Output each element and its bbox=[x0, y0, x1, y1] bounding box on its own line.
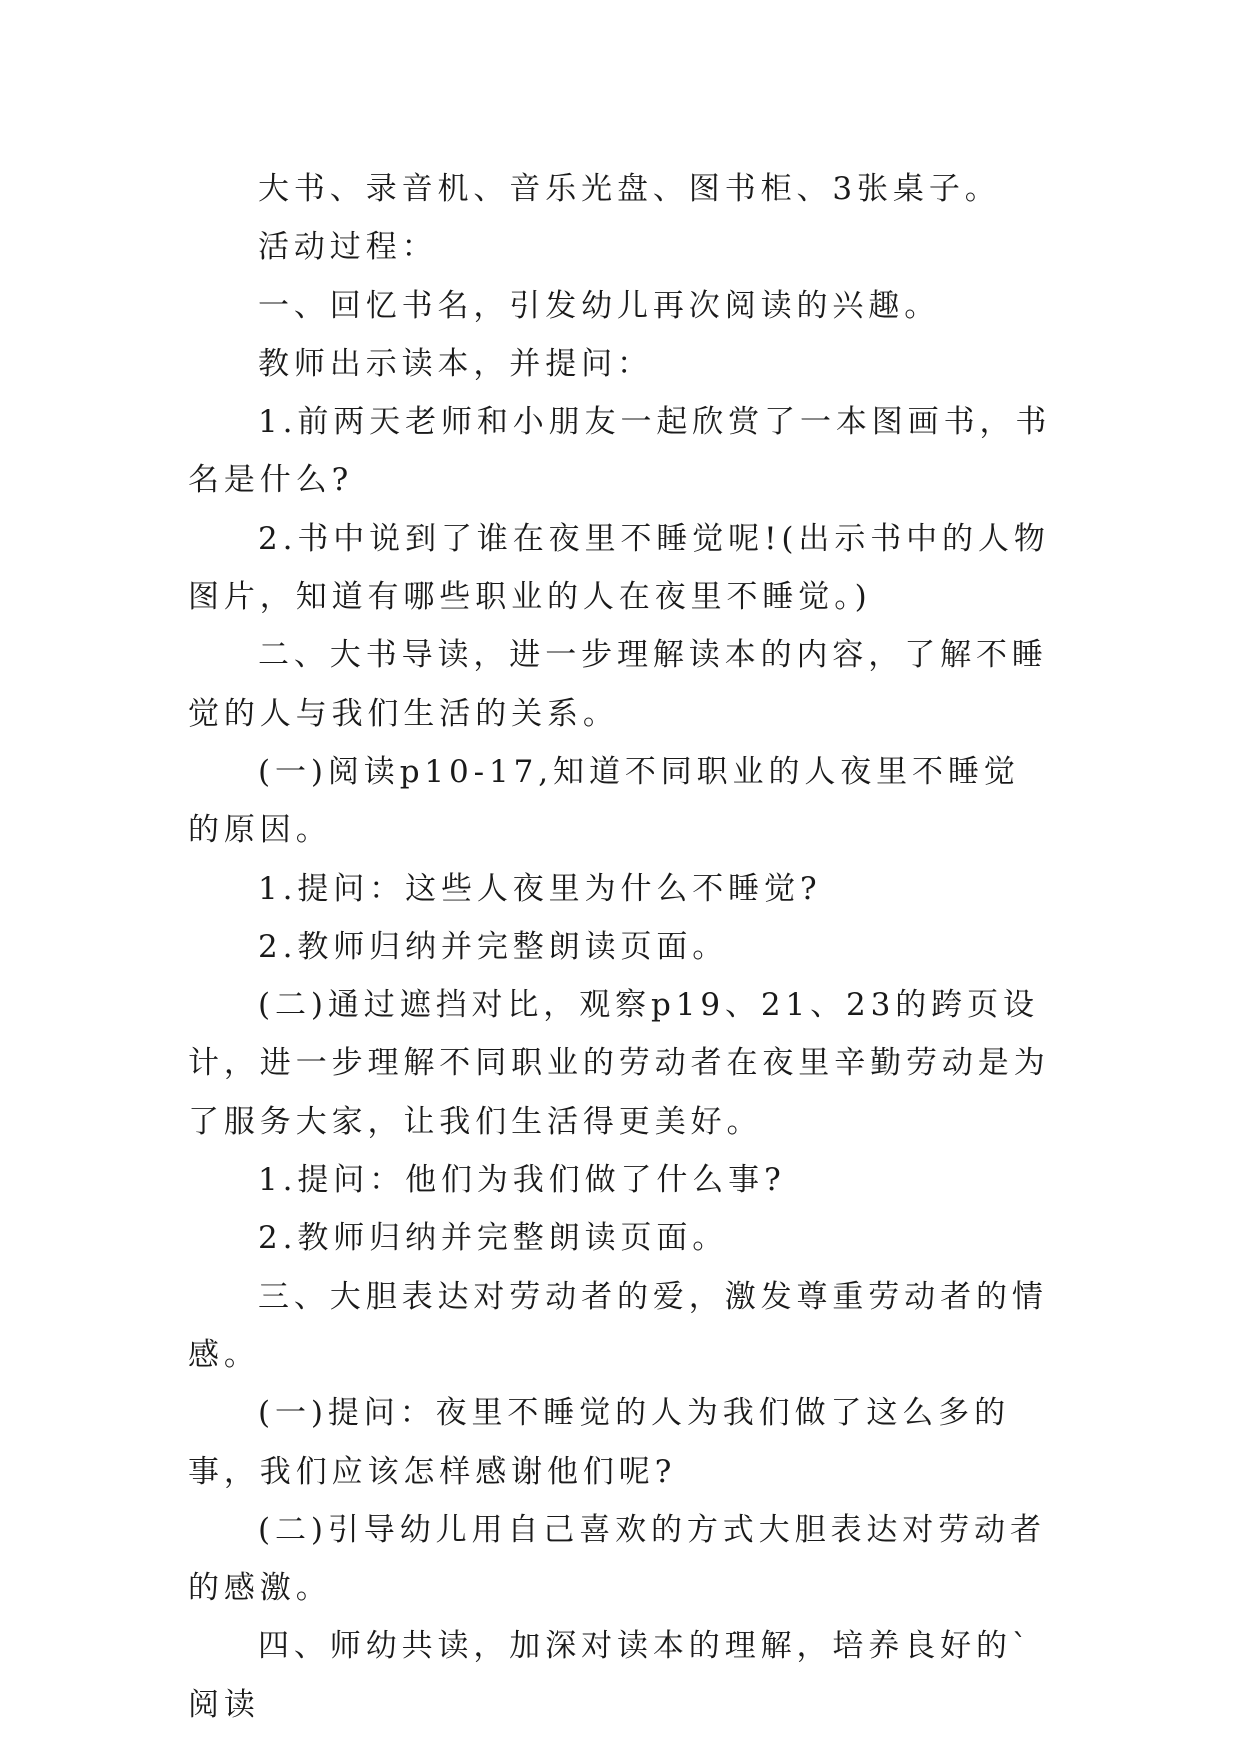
section-heading: 一、回忆书名，引发幼儿再次阅读的兴趣。 bbox=[258, 287, 941, 324]
document-body bbox=[188, 160, 1054, 1734]
list-item: 1.提问：这些人夜里为什么不睡觉? bbox=[258, 870, 822, 907]
paragraph: 活动过程： bbox=[258, 229, 438, 266]
subsection-heading: (一)提问：夜里不睡觉的人为我们做了这么多的事，我们应该怎样感谢他们呢? bbox=[188, 1395, 1010, 1490]
section-heading: 四、师幼共读，加深对读本的理解，培养良好的`阅读 bbox=[188, 1628, 1033, 1723]
subsection-heading: (二)通过遮挡对比，观察p19、21、23的跨页设计，进一步理解不同职业的劳动者在夜里辛勤劳动是为了服务大家，让我们生活得更美好。 bbox=[188, 987, 1050, 1140]
paragraph: 教师出示读本，并提问： bbox=[258, 345, 653, 382]
list-item: 2.教师归纳并完整朗读页面。 bbox=[258, 1220, 729, 1257]
paragraph: 大书、录音机、音乐光盘、图书柜、3张桌子。 bbox=[258, 171, 1001, 207]
list-item: 1.提问：他们为我们做了什么事? bbox=[258, 1162, 786, 1199]
subsection-heading: (二)引导幼儿用自己喜欢的方式大胆表达对劳动者的感激。 bbox=[188, 1511, 1046, 1607]
list-item: 1.前两天老师和小朋友一起欣赏了一本图画书，书名是什么? bbox=[188, 404, 1052, 499]
list-item: 2.教师归纳并完整朗读页面。 bbox=[258, 928, 729, 965]
section-heading: 三、大胆表达对劳动者的爱，激发尊重劳动者的情感。 bbox=[188, 1278, 1048, 1373]
section-heading: 二、大书导读，进一步理解读本的内容，了解不睡觉的人与我们生活的关系。 bbox=[188, 637, 1048, 732]
list-item: 2.书中说到了谁在夜里不睡觉呢!(出示书中的人物图片，知道有哪些职业的人在夜里不睡觉。) bbox=[188, 520, 1050, 616]
subsection-heading: (一)阅读p10-17,知道不同职业的人夜里不睡觉的原因。 bbox=[188, 753, 1020, 849]
